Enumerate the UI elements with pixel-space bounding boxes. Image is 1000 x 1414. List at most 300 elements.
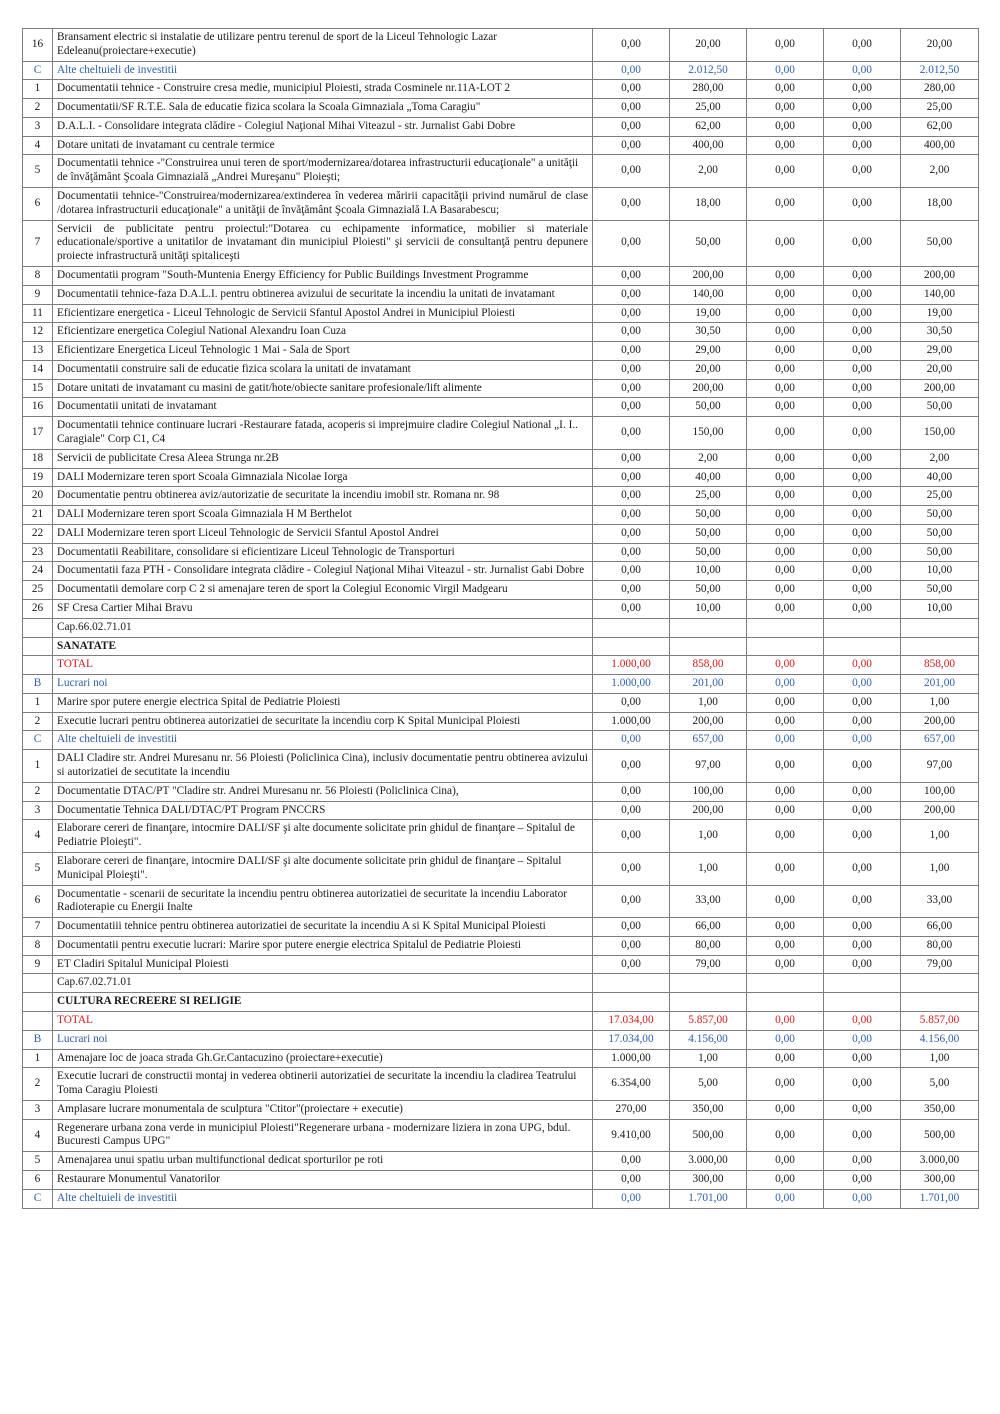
row-value-4: 0,00: [824, 1068, 901, 1101]
row-value-3: 0,00: [747, 417, 824, 450]
row-number: 2: [23, 712, 53, 731]
row-value-3: 0,00: [747, 29, 824, 62]
table-row: [23, 29, 979, 62]
row-description: Regenerare urbana zona verde in municipiul Ploiesti"Regenerare urbana - modernizare liziera in zona UPG, bdul. Bucuresti Campus UPG": [53, 1119, 593, 1152]
row-description: [53, 285, 593, 304]
row-value-3: 0,00: [747, 220, 824, 266]
row-value-5: 40,00: [901, 468, 979, 487]
table-row: [23, 304, 979, 323]
row-value-1: 0,00: [593, 524, 670, 543]
row-number: 3: [23, 801, 53, 820]
row-value-1: [593, 618, 670, 637]
row-value-2: 1,00: [670, 1049, 747, 1068]
row-value-2: 1,00: [670, 693, 747, 712]
table-row: [23, 562, 979, 581]
row-number: 22: [23, 524, 53, 543]
row-value-5: 2.012,50: [901, 61, 979, 80]
row-value-2: [670, 618, 747, 637]
row-description: Eficientizare energetica - Liceul Tehnologic de Servicii Sfantul Apostol Andrei in Municipiul Ploiesti: [53, 304, 593, 323]
table-row: [23, 266, 979, 285]
row-value-3: 0,00: [747, 581, 824, 600]
table-row: [23, 449, 979, 468]
row-value-1: 1.000,00: [593, 656, 670, 675]
row-value-3: [747, 618, 824, 637]
row-value-4: 0,00: [824, 136, 901, 155]
row-value-5: 200,00: [901, 801, 979, 820]
row-value-4: [824, 618, 901, 637]
row-number: [23, 656, 53, 675]
row-value-2: 62,00: [670, 117, 747, 136]
row-value-3: 0,00: [747, 1189, 824, 1208]
row-value-2: 201,00: [670, 675, 747, 694]
row-value-1: 0,00: [593, 99, 670, 118]
row-value-4: 0,00: [824, 99, 901, 118]
row-description-text: Bransament electric si instalatie de utilizare pentru terenul de sport de la Liceul Tehnologic Lazar Edeleanu(proiectare+executie): [57, 31, 498, 57]
row-description: Documentatie DTAC/PT "Cladire str. Andrei Muresanu nr. 56 Ploiesti (Policlinica Cina),: [53, 782, 593, 801]
row-value-4: 0,00: [824, 1011, 901, 1030]
row-value-2: 140,00: [670, 285, 747, 304]
row-description: Eficientizare Energetica Liceul Tehnologic 1 Mai - Sala de Sport: [53, 342, 593, 361]
row-number: 16: [23, 29, 53, 62]
row-description: Documentatii pentru executie lucrari: Marire spor putere energie electrica Spitalul de Pediatrie Ploiesti: [53, 936, 593, 955]
table-row: [23, 80, 979, 99]
row-description: Dotare unitati de invatamant cu masini de gatit/hote/obiecte sanitare profesionale/lift alimente: [53, 379, 593, 398]
row-number: 6: [23, 188, 53, 221]
row-number: 25: [23, 581, 53, 600]
row-number: 19: [23, 468, 53, 487]
row-value-5: 10,00: [901, 562, 979, 581]
row-value-2: 400,00: [670, 136, 747, 155]
row-value-3: 0,00: [747, 782, 824, 801]
row-value-4: 0,00: [824, 1152, 901, 1171]
row-value-5: 150,00: [901, 417, 979, 450]
row-value-4: 0,00: [824, 1189, 901, 1208]
row-number: 15: [23, 379, 53, 398]
row-description: Documentatii/SF R.T.E. Sala de educatie fizica scolara la Scoala Gimnaziala „Toma Caragiu": [53, 99, 593, 118]
row-value-5: 858,00: [901, 656, 979, 675]
row-value-4: 0,00: [824, 360, 901, 379]
row-value-5: 20,00: [901, 360, 979, 379]
row-value-3: 0,00: [747, 155, 824, 188]
row-description: Cap.66.02.71.01: [53, 618, 593, 637]
row-value-1: 1.000,00: [593, 1049, 670, 1068]
row-value-3: 0,00: [747, 360, 824, 379]
row-value-4: 0,00: [824, 323, 901, 342]
row-description: [53, 188, 593, 221]
table-row: [23, 1068, 979, 1101]
row-description: Documentatii Reabilitare, consolidare si eficientizare Liceul Tehnologic de Transporturi: [53, 543, 593, 562]
row-value-5: 50,00: [901, 543, 979, 562]
row-number: [23, 1011, 53, 1030]
row-value-2: 50,00: [670, 398, 747, 417]
table-row: [23, 581, 979, 600]
row-description: Amenajare loc de joaca strada Gh.Gr.Cantacuzino (proiectare+executie): [53, 1049, 593, 1068]
row-value-3: 0,00: [747, 1152, 824, 1171]
row-value-4: 0,00: [824, 693, 901, 712]
row-value-4: [824, 637, 901, 656]
row-description: Alte cheltuieli de investitii: [53, 731, 593, 750]
row-value-2: 350,00: [670, 1100, 747, 1119]
row-value-4: 0,00: [824, 266, 901, 285]
row-value-4: 0,00: [824, 750, 901, 783]
row-value-5: 1,00: [901, 820, 979, 853]
row-value-2: 858,00: [670, 656, 747, 675]
table-row: [23, 750, 979, 783]
row-value-4: 0,00: [824, 885, 901, 918]
row-number: 16: [23, 398, 53, 417]
row-value-1: 9.410,00: [593, 1119, 670, 1152]
row-value-1: 0,00: [593, 1152, 670, 1171]
row-value-2: 25,00: [670, 99, 747, 118]
table-row: [23, 712, 979, 731]
table-row: [23, 1171, 979, 1190]
row-value-4: 0,00: [824, 379, 901, 398]
row-value-2: 80,00: [670, 936, 747, 955]
row-number: 5: [23, 1152, 53, 1171]
row-value-1: 0,00: [593, 29, 670, 62]
row-value-4: 0,00: [824, 731, 901, 750]
row-description: Documentatie - scenarii de securitate la incendiu pentru obtinerea autorizatiei de securitate la incendiu Laborator Radioterapie cu Energii Inalte: [53, 885, 593, 918]
row-value-3: 0,00: [747, 117, 824, 136]
row-number: 14: [23, 360, 53, 379]
row-value-1: 0,00: [593, 61, 670, 80]
row-description: Documentatii demolare corp C 2 si amenajare teren de sport la Colegiul Economic Virgil Madgearu: [53, 581, 593, 600]
row-description: DALI Cladire str. Andrei Muresanu nr. 56 Ploiesti (Policlinica Cina), inclusiv documentatie pentru obtinerea avizului si autorizatiei de secutitate la incendiu: [53, 750, 593, 783]
row-value-2: 50,00: [670, 220, 747, 266]
row-description: Servicii de publicitate Cresa Aleea Strunga nr.2B: [53, 449, 593, 468]
row-number: [23, 618, 53, 637]
row-value-5: 50,00: [901, 398, 979, 417]
row-value-3: 0,00: [747, 712, 824, 731]
row-value-4: 0,00: [824, 656, 901, 675]
row-description: Elaborare cereri de finanţare, intocmire DALI/SF şi alte documente solicitate prin ghidul de finanţare – Spitalul de Pediatrie Ploieşti".: [53, 820, 593, 853]
row-number: 3: [23, 117, 53, 136]
row-value-4: 0,00: [824, 117, 901, 136]
row-value-3: 0,00: [747, 379, 824, 398]
row-value-2: 50,00: [670, 524, 747, 543]
row-value-4: 0,00: [824, 398, 901, 417]
row-value-1: 0,00: [593, 398, 670, 417]
row-value-5: 500,00: [901, 1119, 979, 1152]
row-value-3: 0,00: [747, 188, 824, 221]
row-value-5: 79,00: [901, 955, 979, 974]
row-value-3: 0,00: [747, 342, 824, 361]
table-row: [23, 918, 979, 937]
row-value-5: 100,00: [901, 782, 979, 801]
row-value-2: 2,00: [670, 449, 747, 468]
row-value-2: 10,00: [670, 600, 747, 619]
row-value-5: 25,00: [901, 99, 979, 118]
table-row: [23, 117, 979, 136]
row-value-5: 280,00: [901, 80, 979, 99]
row-number: 5: [23, 852, 53, 885]
row-value-3: 0,00: [747, 1068, 824, 1101]
row-value-4: 0,00: [824, 61, 901, 80]
row-value-2: 200,00: [670, 712, 747, 731]
row-value-5: 201,00: [901, 675, 979, 694]
row-number: 17: [23, 417, 53, 450]
row-number: 13: [23, 342, 53, 361]
row-value-3: 0,00: [747, 1049, 824, 1068]
row-value-2: 5,00: [670, 1068, 747, 1101]
row-value-5: 50,00: [901, 220, 979, 266]
row-description: Documentatii faza PTH - Consolidare integrata clădire - Colegiul Naţional Mihai Viteazul - str. Jurnalist Gabi Dobre: [53, 562, 593, 581]
budget-table: [22, 28, 979, 1209]
table-row: [23, 506, 979, 525]
row-value-1: 0,00: [593, 285, 670, 304]
row-value-4: 0,00: [824, 562, 901, 581]
row-value-5: 200,00: [901, 712, 979, 731]
row-number: 1: [23, 1049, 53, 1068]
row-value-4: 0,00: [824, 600, 901, 619]
row-value-3: 0,00: [747, 731, 824, 750]
row-value-1: 0,00: [593, 487, 670, 506]
table-row: [23, 820, 979, 853]
row-value-3: 0,00: [747, 885, 824, 918]
row-value-5: 20,00: [901, 29, 979, 62]
row-value-3: 0,00: [747, 506, 824, 525]
row-number: 5: [23, 155, 53, 188]
row-value-5: 2,00: [901, 449, 979, 468]
row-description: SF Cresa Cartier Mihai Bravu: [53, 600, 593, 619]
row-value-1: 0,00: [593, 136, 670, 155]
row-description: [53, 29, 593, 62]
row-value-2: 18,00: [670, 188, 747, 221]
table-row: [23, 524, 979, 543]
row-value-5: 4.156,00: [901, 1030, 979, 1049]
row-value-2: 5.857,00: [670, 1011, 747, 1030]
row-description: SANATATE: [53, 637, 593, 656]
row-value-1: 0,00: [593, 936, 670, 955]
row-description: Executie lucrari de constructii montaj in vederea obtinerii autorizatiei de securitate la incendiu la cladirea Teatrului Toma Caragiu Ploiesti: [53, 1068, 593, 1101]
row-value-1: 0,00: [593, 468, 670, 487]
row-value-3: 0,00: [747, 304, 824, 323]
budget-table-body: [23, 29, 979, 1209]
row-value-1: 0,00: [593, 918, 670, 937]
row-value-1: 0,00: [593, 562, 670, 581]
row-value-4: 0,00: [824, 801, 901, 820]
row-value-1: 17.034,00: [593, 1011, 670, 1030]
row-value-1: 270,00: [593, 1100, 670, 1119]
table-row: [23, 993, 979, 1012]
row-value-2: 500,00: [670, 1119, 747, 1152]
row-value-3: 0,00: [747, 693, 824, 712]
row-value-2: 66,00: [670, 918, 747, 937]
row-value-5: 10,00: [901, 600, 979, 619]
row-value-2: 2,00: [670, 155, 747, 188]
row-number: B: [23, 675, 53, 694]
row-value-3: 0,00: [747, 398, 824, 417]
row-value-3: 0,00: [747, 99, 824, 118]
row-value-4: 0,00: [824, 581, 901, 600]
row-value-4: 0,00: [824, 468, 901, 487]
row-description: Marire spor putere energie electrica Spital de Pediatrie Ploiesti: [53, 693, 593, 712]
table-row: [23, 656, 979, 675]
row-number: 7: [23, 918, 53, 937]
table-row: [23, 379, 979, 398]
row-value-1: 0,00: [593, 543, 670, 562]
row-value-3: 0,00: [747, 955, 824, 974]
row-description: Eficientizare energetica Colegiul National Alexandru Ioan Cuza: [53, 323, 593, 342]
table-row: [23, 1119, 979, 1152]
row-description: Documentatiii tehnice pentru obtinerea autorizatiei de securitate la incendiu A si K Spital Municipal Ploiesti: [53, 918, 593, 937]
row-value-1: [593, 993, 670, 1012]
row-description: Amenajarea unui spatiu urban multifunctional dedicat sporturilor pe roti: [53, 1152, 593, 1171]
row-description: Amplasare lucrare monumentala de sculptura "Ctitor"(proiectare + executie): [53, 1100, 593, 1119]
row-value-2: 200,00: [670, 266, 747, 285]
table-row: [23, 955, 979, 974]
row-value-1: 0,00: [593, 360, 670, 379]
row-description-text: Documentatii tehnice-faza D.A.L.I. pentru obtinerea avizului de securitate la incendiu la unitati de invatamant: [57, 287, 555, 300]
row-value-1: 0,00: [593, 379, 670, 398]
row-value-4: 0,00: [824, 543, 901, 562]
row-number: C: [23, 1189, 53, 1208]
row-value-5: 80,00: [901, 936, 979, 955]
row-value-1: 6.354,00: [593, 1068, 670, 1101]
row-number: 4: [23, 820, 53, 853]
row-value-5: 200,00: [901, 379, 979, 398]
table-row: [23, 323, 979, 342]
row-value-4: 0,00: [824, 487, 901, 506]
row-value-3: 0,00: [747, 449, 824, 468]
row-value-5: 50,00: [901, 581, 979, 600]
table-row: [23, 468, 979, 487]
table-row: [23, 693, 979, 712]
table-row: [23, 136, 979, 155]
row-value-1: 0,00: [593, 1171, 670, 1190]
row-value-3: [747, 974, 824, 993]
row-value-1: 17.034,00: [593, 1030, 670, 1049]
row-value-1: 0,00: [593, 852, 670, 885]
row-value-2: 29,00: [670, 342, 747, 361]
row-value-4: 0,00: [824, 675, 901, 694]
row-value-2: 19,00: [670, 304, 747, 323]
row-value-2: 1,00: [670, 852, 747, 885]
row-value-3: 0,00: [747, 801, 824, 820]
row-value-1: 0,00: [593, 80, 670, 99]
row-description: Servicii de publicitate pentru proiectul:"Dotarea cu echipamente informatice, mobilier si materiale educationale/sportive a unitatilor de invatamant din municipiul Ploiesti" şi servicii de consultanţă pentru depunere proiecte infrastructură unităţi spitaliceşti: [53, 220, 593, 266]
row-description: Documentatie Tehnica DALI/DTAC/PT Program PNCCRS: [53, 801, 593, 820]
row-value-2: 50,00: [670, 506, 747, 525]
row-value-5: 5.857,00: [901, 1011, 979, 1030]
row-value-5: 33,00: [901, 885, 979, 918]
row-value-3: 0,00: [747, 80, 824, 99]
row-description: Lucrari noi: [53, 675, 593, 694]
row-number: 1: [23, 80, 53, 99]
row-value-3: 0,00: [747, 600, 824, 619]
row-value-2: 40,00: [670, 468, 747, 487]
row-number: 4: [23, 1119, 53, 1152]
row-description: D.A.L.I. - Consolidare integrata clădire - Colegiul Naţional Mihai Viteazul - str. Jurnalist Gabi Dobre: [53, 117, 593, 136]
row-number: 4: [23, 136, 53, 155]
row-value-2: 25,00: [670, 487, 747, 506]
row-value-1: 0,00: [593, 885, 670, 918]
row-value-2: 4.156,00: [670, 1030, 747, 1049]
row-value-5: 200,00: [901, 266, 979, 285]
table-row: [23, 1011, 979, 1030]
row-value-4: 0,00: [824, 782, 901, 801]
row-value-4: 0,00: [824, 1100, 901, 1119]
row-value-4: 0,00: [824, 155, 901, 188]
row-value-2: 1,00: [670, 820, 747, 853]
row-value-3: 0,00: [747, 323, 824, 342]
table-row: [23, 417, 979, 450]
row-value-1: 0,00: [593, 342, 670, 361]
row-value-1: 0,00: [593, 220, 670, 266]
row-value-5: 50,00: [901, 506, 979, 525]
row-value-5: 1,00: [901, 852, 979, 885]
row-value-3: 0,00: [747, 468, 824, 487]
table-row: [23, 543, 979, 562]
row-value-2: 657,00: [670, 731, 747, 750]
row-value-1: [593, 637, 670, 656]
row-description: Documentatii tehnice - Construire cresa medie, municipiul Ploiesti, strada Cosminele nr.11A-LOT 2: [53, 80, 593, 99]
row-value-5: 1,00: [901, 1049, 979, 1068]
row-value-4: 0,00: [824, 1030, 901, 1049]
table-row: [23, 885, 979, 918]
row-value-1: 0,00: [593, 820, 670, 853]
row-description-text: Documentatii tehnice-"Construirea/modernizarea/extinderea în vederea măririi capacităţii privind numărul de clase /dotarea infrastructurii educaţionale" a unităţii de învăţământ Şcoala Gimnazială I.A Basarabescu;: [57, 190, 588, 216]
row-value-2: 20,00: [670, 360, 747, 379]
row-value-1: 0,00: [593, 955, 670, 974]
row-value-1: 0,00: [593, 266, 670, 285]
row-value-2: 200,00: [670, 801, 747, 820]
row-description: Documentatii program "South-Muntenia Energy Efficiency for Public Buildings Investment Programme: [53, 266, 593, 285]
row-value-1: 0,00: [593, 304, 670, 323]
row-value-4: 0,00: [824, 852, 901, 885]
row-value-3: 0,00: [747, 136, 824, 155]
row-value-5: 3.000,00: [901, 1152, 979, 1171]
row-value-4: 0,00: [824, 417, 901, 450]
row-description: Alte cheltuieli de investitii: [53, 61, 593, 80]
row-value-2: 10,00: [670, 562, 747, 581]
row-value-2: 200,00: [670, 379, 747, 398]
row-number: 20: [23, 487, 53, 506]
row-description: Documentatii construire sali de educatie fizica scolara la unitati de invatamant: [53, 360, 593, 379]
table-row: [23, 731, 979, 750]
row-value-1: 0,00: [593, 155, 670, 188]
row-value-2: 280,00: [670, 80, 747, 99]
row-number: 2: [23, 782, 53, 801]
table-row: [23, 782, 979, 801]
table-row: [23, 99, 979, 118]
row-number: 21: [23, 506, 53, 525]
row-value-2: 50,00: [670, 543, 747, 562]
table-row: [23, 155, 979, 188]
table-row: [23, 600, 979, 619]
row-description: Dotare unitati de invatamant cu centrale termice: [53, 136, 593, 155]
row-value-4: 0,00: [824, 1049, 901, 1068]
row-value-4: 0,00: [824, 80, 901, 99]
row-value-4: 0,00: [824, 936, 901, 955]
table-row: [23, 1100, 979, 1119]
row-number: [23, 993, 53, 1012]
row-number: 1: [23, 750, 53, 783]
row-value-5: 350,00: [901, 1100, 979, 1119]
row-value-1: 0,00: [593, 731, 670, 750]
row-value-5: 657,00: [901, 731, 979, 750]
table-row: [23, 188, 979, 221]
row-value-2: 79,00: [670, 955, 747, 974]
row-value-2: 1.701,00: [670, 1189, 747, 1208]
table-row: [23, 637, 979, 656]
table-row: [23, 675, 979, 694]
row-value-2: 30,50: [670, 323, 747, 342]
row-value-4: 0,00: [824, 955, 901, 974]
row-value-3: 0,00: [747, 524, 824, 543]
table-row: [23, 342, 979, 361]
table-row: [23, 398, 979, 417]
